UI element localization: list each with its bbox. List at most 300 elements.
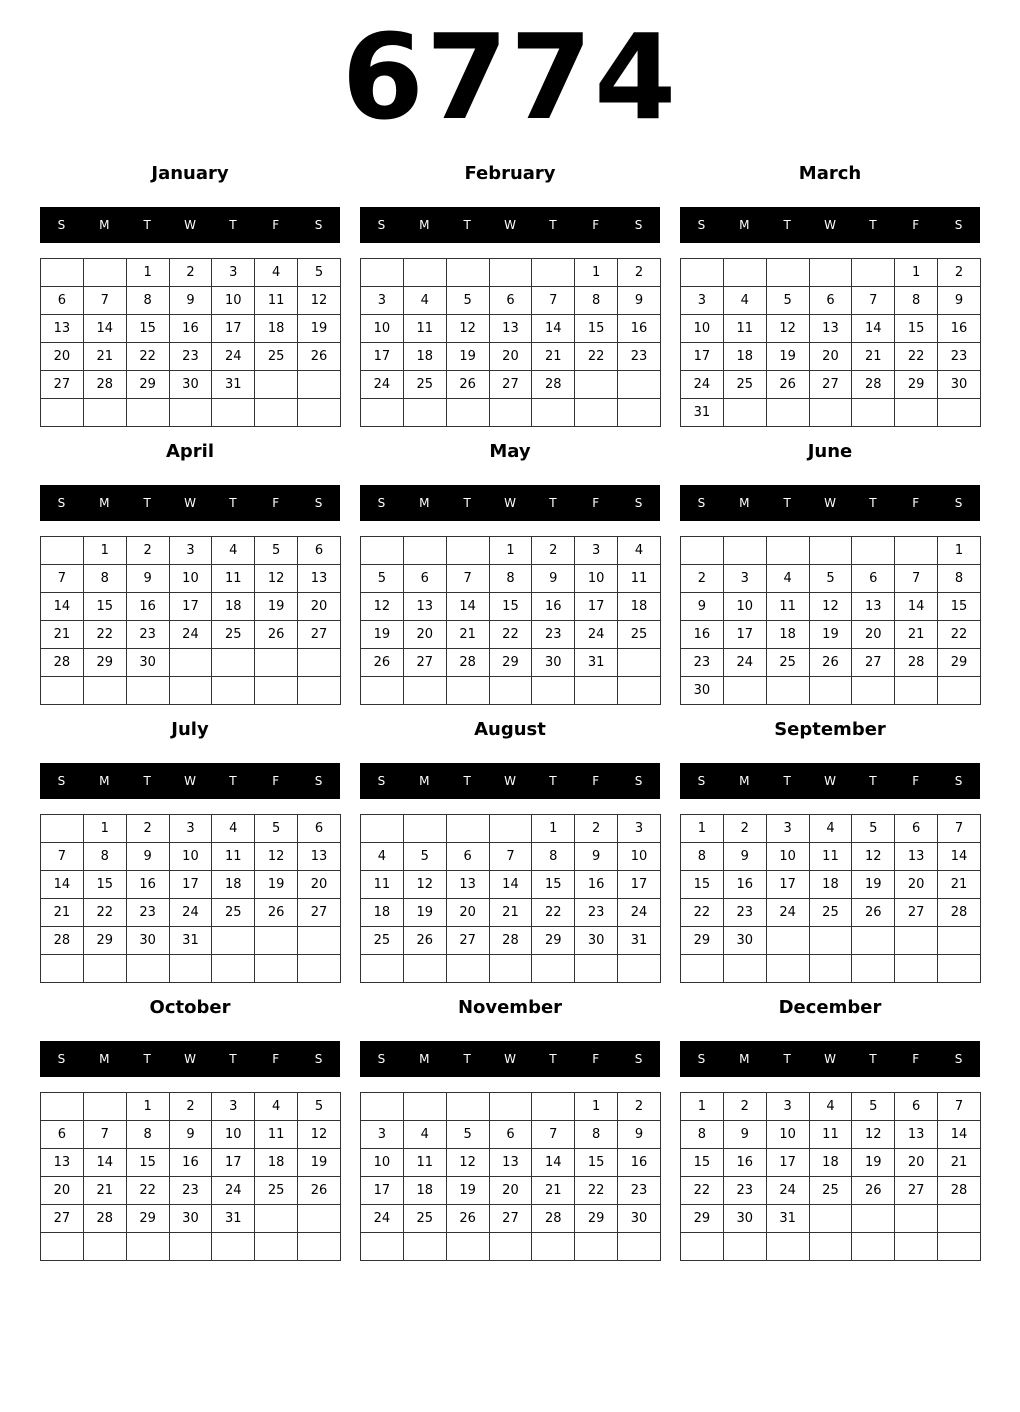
- day-cell: 5: [255, 537, 298, 565]
- day-cell: [489, 1093, 532, 1121]
- day-cell: 19: [255, 593, 298, 621]
- day-cell: 12: [403, 871, 446, 899]
- day-cell: 27: [41, 371, 84, 399]
- week-row: [41, 287, 341, 315]
- week-row: [361, 955, 661, 983]
- day-cell: [361, 1233, 404, 1261]
- day-cell: [766, 677, 809, 705]
- weekday-label: T: [783, 1052, 791, 1066]
- day-cell: 8: [83, 565, 126, 593]
- day-cell: [446, 677, 489, 705]
- day-cell: 29: [681, 1205, 724, 1233]
- week-row: [681, 287, 981, 315]
- month-title: May: [489, 441, 531, 462]
- day-cell: 21: [895, 621, 938, 649]
- day-cell: [852, 927, 895, 955]
- day-cell: [255, 1205, 298, 1233]
- day-cell: [575, 399, 618, 427]
- weekday-label: T: [463, 1052, 471, 1066]
- day-cell: 30: [575, 927, 618, 955]
- day-cell: 12: [298, 287, 341, 315]
- day-cell: 30: [126, 927, 169, 955]
- day-cell: 25: [403, 371, 446, 399]
- day-cell: [255, 399, 298, 427]
- day-cell: 22: [83, 621, 126, 649]
- day-cell: 12: [766, 315, 809, 343]
- day-cell: 3: [681, 287, 724, 315]
- weekday-label: T: [143, 774, 151, 788]
- day-cell: 7: [938, 1093, 981, 1121]
- day-cell: [212, 955, 255, 983]
- day-grid: [360, 536, 661, 705]
- day-cell: 21: [83, 1177, 126, 1205]
- day-cell: 21: [532, 1177, 575, 1205]
- day-cell: [895, 1205, 938, 1233]
- day-cell: 10: [723, 593, 766, 621]
- week-row: [361, 927, 661, 955]
- day-cell: [403, 677, 446, 705]
- week-row: [41, 1205, 341, 1233]
- day-cell: 23: [169, 343, 212, 371]
- day-cell: [255, 371, 298, 399]
- day-cell: 22: [126, 1177, 169, 1205]
- day-cell: 4: [809, 1093, 852, 1121]
- week-row: [361, 1121, 661, 1149]
- day-cell: [212, 677, 255, 705]
- day-cell: 7: [852, 287, 895, 315]
- day-cell: 20: [895, 871, 938, 899]
- day-grid: [360, 1092, 661, 1261]
- day-cell: 4: [212, 815, 255, 843]
- day-cell: 25: [766, 649, 809, 677]
- day-cell: 1: [126, 259, 169, 287]
- day-cell: 13: [489, 315, 532, 343]
- day-cell: 22: [489, 621, 532, 649]
- day-cell: 9: [618, 287, 661, 315]
- day-cell: 30: [681, 677, 724, 705]
- day-cell: 10: [361, 315, 404, 343]
- weekday-label: F: [272, 496, 280, 510]
- day-cell: [403, 259, 446, 287]
- weekday-label: W: [504, 496, 516, 510]
- day-cell: [41, 537, 84, 565]
- day-cell: 15: [126, 315, 169, 343]
- day-cell: [298, 1205, 341, 1233]
- day-cell: 14: [938, 843, 981, 871]
- day-cell: 9: [618, 1121, 661, 1149]
- day-cell: 12: [361, 593, 404, 621]
- weekday-label: S: [954, 218, 963, 232]
- day-cell: 24: [361, 1205, 404, 1233]
- month-title: April: [165, 441, 215, 462]
- day-cell: 28: [489, 927, 532, 955]
- day-cell: 15: [83, 593, 126, 621]
- day-cell: 14: [532, 1149, 575, 1177]
- day-cell: 13: [852, 593, 895, 621]
- day-cell: 14: [895, 593, 938, 621]
- week-row: [361, 815, 661, 843]
- week-row: [681, 371, 981, 399]
- day-cell: 3: [361, 287, 404, 315]
- day-cell: 2: [723, 815, 766, 843]
- day-cell: 28: [41, 927, 84, 955]
- day-cell: 11: [403, 1149, 446, 1177]
- day-cell: 22: [895, 343, 938, 371]
- day-cell: 6: [809, 287, 852, 315]
- day-cell: [723, 399, 766, 427]
- day-cell: [298, 677, 341, 705]
- day-cell: 17: [681, 343, 724, 371]
- weekday-header: [40, 763, 340, 799]
- day-cell: 12: [852, 843, 895, 871]
- week-row: [681, 537, 981, 565]
- day-cell: 21: [446, 621, 489, 649]
- week-row: [361, 677, 661, 705]
- day-cell: 1: [575, 1093, 618, 1121]
- week-row: [361, 399, 661, 427]
- weekday-header: [680, 207, 980, 243]
- day-cell: 23: [126, 621, 169, 649]
- day-cell: [618, 649, 661, 677]
- day-cell: 1: [126, 1093, 169, 1121]
- day-cell: [403, 537, 446, 565]
- day-cell: 5: [852, 1093, 895, 1121]
- day-cell: 8: [126, 1121, 169, 1149]
- day-cell: [723, 677, 766, 705]
- day-cell: 16: [618, 315, 661, 343]
- day-cell: 19: [446, 1177, 489, 1205]
- day-cell: 14: [446, 593, 489, 621]
- day-cell: 29: [83, 927, 126, 955]
- day-cell: 5: [809, 565, 852, 593]
- month-title: October: [149, 997, 231, 1018]
- day-cell: 2: [723, 1093, 766, 1121]
- week-row: [41, 371, 341, 399]
- day-cell: [489, 1233, 532, 1261]
- day-cell: 28: [895, 649, 938, 677]
- weekday-label: F: [272, 1052, 280, 1066]
- week-row: [41, 1149, 341, 1177]
- week-row: [41, 343, 341, 371]
- day-cell: 12: [255, 843, 298, 871]
- day-cell: 13: [41, 315, 84, 343]
- day-cell: 18: [723, 343, 766, 371]
- day-cell: [938, 1205, 981, 1233]
- day-cell: 20: [895, 1149, 938, 1177]
- day-cell: [681, 1233, 724, 1261]
- day-cell: [681, 259, 724, 287]
- weekday-label: T: [869, 1052, 877, 1066]
- day-cell: 5: [361, 565, 404, 593]
- day-cell: 14: [83, 315, 126, 343]
- weekday-label: S: [314, 1052, 323, 1066]
- day-cell: 10: [212, 287, 255, 315]
- week-row: [681, 621, 981, 649]
- month-title: January: [151, 163, 229, 184]
- week-row: [681, 677, 981, 705]
- day-cell: 13: [446, 871, 489, 899]
- day-cell: 8: [575, 287, 618, 315]
- day-cell: 31: [212, 1205, 255, 1233]
- day-cell: 22: [575, 343, 618, 371]
- weekday-label: S: [377, 1052, 386, 1066]
- day-cell: 2: [575, 815, 618, 843]
- day-grid: [680, 1092, 981, 1261]
- day-cell: [766, 955, 809, 983]
- week-row: [361, 343, 661, 371]
- day-cell: 14: [83, 1149, 126, 1177]
- day-cell: 28: [938, 899, 981, 927]
- weekday-label: T: [463, 496, 471, 510]
- weekday-label: F: [912, 218, 920, 232]
- day-cell: [766, 259, 809, 287]
- day-cell: 5: [766, 287, 809, 315]
- day-cell: 11: [255, 287, 298, 315]
- day-cell: 16: [681, 621, 724, 649]
- day-cell: 19: [852, 871, 895, 899]
- week-row: [681, 815, 981, 843]
- day-cell: 26: [403, 927, 446, 955]
- day-cell: 6: [41, 1121, 84, 1149]
- day-cell: 11: [766, 593, 809, 621]
- day-cell: 23: [938, 343, 981, 371]
- week-row: [41, 259, 341, 287]
- day-cell: 29: [126, 1205, 169, 1233]
- week-row: [41, 537, 341, 565]
- day-cell: 22: [938, 621, 981, 649]
- day-cell: [766, 927, 809, 955]
- day-cell: 5: [298, 259, 341, 287]
- day-cell: 5: [852, 815, 895, 843]
- weekday-label: F: [272, 218, 280, 232]
- month-title: July: [171, 719, 209, 740]
- day-cell: 8: [83, 843, 126, 871]
- day-cell: 18: [403, 343, 446, 371]
- day-cell: 11: [809, 1121, 852, 1149]
- day-cell: 21: [83, 343, 126, 371]
- day-cell: 26: [298, 1177, 341, 1205]
- weekday-header: [680, 763, 980, 799]
- weekday-label: T: [869, 218, 877, 232]
- day-cell: 27: [298, 899, 341, 927]
- day-cell: 30: [618, 1205, 661, 1233]
- day-cell: [766, 399, 809, 427]
- day-cell: 27: [809, 371, 852, 399]
- weekday-label: W: [504, 774, 516, 788]
- day-cell: 1: [895, 259, 938, 287]
- day-cell: 3: [169, 815, 212, 843]
- weekday-label: S: [697, 218, 706, 232]
- day-cell: 27: [895, 1177, 938, 1205]
- week-row: [681, 343, 981, 371]
- day-cell: 26: [361, 649, 404, 677]
- day-cell: [938, 927, 981, 955]
- weekday-label: S: [377, 774, 386, 788]
- weekday-label: F: [592, 1052, 600, 1066]
- day-cell: [938, 677, 981, 705]
- day-cell: 29: [575, 1205, 618, 1233]
- week-row: [361, 649, 661, 677]
- day-cell: 16: [575, 871, 618, 899]
- weekday-label: S: [634, 496, 643, 510]
- day-cell: 26: [809, 649, 852, 677]
- day-cell: [895, 955, 938, 983]
- day-cell: [938, 955, 981, 983]
- day-cell: 14: [41, 871, 84, 899]
- day-cell: 19: [809, 621, 852, 649]
- weekday-header: [40, 207, 340, 243]
- weekday-label: T: [143, 218, 151, 232]
- day-cell: 26: [255, 621, 298, 649]
- day-cell: 18: [212, 871, 255, 899]
- day-cell: 24: [618, 899, 661, 927]
- day-cell: 26: [255, 899, 298, 927]
- day-cell: 17: [212, 315, 255, 343]
- weekday-label: M: [99, 1052, 110, 1066]
- day-cell: 10: [681, 315, 724, 343]
- day-cell: 4: [212, 537, 255, 565]
- weekday-label: S: [697, 1052, 706, 1066]
- day-cell: 4: [403, 287, 446, 315]
- day-cell: 9: [169, 287, 212, 315]
- weekday-label: S: [634, 218, 643, 232]
- day-cell: 10: [169, 843, 212, 871]
- day-cell: 18: [403, 1177, 446, 1205]
- day-cell: 20: [403, 621, 446, 649]
- day-cell: 25: [212, 899, 255, 927]
- week-row: [361, 1177, 661, 1205]
- day-cell: 21: [938, 1149, 981, 1177]
- day-grid: [40, 536, 341, 705]
- day-cell: 4: [361, 843, 404, 871]
- day-cell: 19: [298, 1149, 341, 1177]
- day-cell: 29: [532, 927, 575, 955]
- day-cell: [298, 399, 341, 427]
- day-cell: 8: [681, 1121, 724, 1149]
- day-cell: 18: [212, 593, 255, 621]
- week-row: [41, 621, 341, 649]
- month-title: June: [807, 441, 853, 462]
- day-cell: 30: [532, 649, 575, 677]
- day-cell: 27: [41, 1205, 84, 1233]
- day-cell: 31: [618, 927, 661, 955]
- day-cell: 25: [255, 1177, 298, 1205]
- week-row: [361, 565, 661, 593]
- day-cell: 19: [298, 315, 341, 343]
- day-cell: 6: [41, 287, 84, 315]
- weekday-label: F: [912, 774, 920, 788]
- day-cell: [212, 927, 255, 955]
- day-cell: 20: [446, 899, 489, 927]
- day-cell: [895, 1233, 938, 1261]
- day-cell: [83, 259, 126, 287]
- day-cell: [575, 955, 618, 983]
- day-cell: 27: [489, 371, 532, 399]
- week-row: [361, 621, 661, 649]
- day-cell: 15: [489, 593, 532, 621]
- day-cell: 11: [723, 315, 766, 343]
- week-row: [361, 843, 661, 871]
- day-cell: [83, 1093, 126, 1121]
- week-row: [41, 593, 341, 621]
- day-cell: [618, 677, 661, 705]
- week-row: [681, 1149, 981, 1177]
- day-cell: [681, 537, 724, 565]
- day-cell: 8: [126, 287, 169, 315]
- day-cell: 30: [169, 1205, 212, 1233]
- day-cell: [361, 537, 404, 565]
- weekday-label: W: [824, 218, 836, 232]
- day-cell: 5: [446, 287, 489, 315]
- weekday-header: [360, 207, 660, 243]
- day-cell: [532, 399, 575, 427]
- day-cell: 19: [446, 343, 489, 371]
- day-cell: 9: [723, 1121, 766, 1149]
- weekday-label: T: [229, 1052, 237, 1066]
- day-cell: 30: [126, 649, 169, 677]
- day-cell: 31: [766, 1205, 809, 1233]
- day-cell: [809, 677, 852, 705]
- day-cell: 26: [446, 371, 489, 399]
- day-cell: 11: [361, 871, 404, 899]
- day-cell: 16: [618, 1149, 661, 1177]
- day-cell: 2: [169, 1093, 212, 1121]
- day-cell: 6: [446, 843, 489, 871]
- day-cell: 28: [532, 371, 575, 399]
- day-cell: 4: [809, 815, 852, 843]
- week-row: [41, 315, 341, 343]
- day-cell: 22: [126, 343, 169, 371]
- day-cell: 3: [361, 1121, 404, 1149]
- weekday-label: M: [99, 218, 110, 232]
- month-title: August: [474, 719, 546, 740]
- day-cell: 10: [618, 843, 661, 871]
- day-cell: 9: [575, 843, 618, 871]
- day-cell: 4: [618, 537, 661, 565]
- week-row: [41, 1177, 341, 1205]
- day-cell: [41, 815, 84, 843]
- weekday-label: S: [57, 218, 66, 232]
- week-row: [41, 1093, 341, 1121]
- month-title: December: [778, 997, 882, 1018]
- day-cell: [489, 399, 532, 427]
- week-row: [681, 899, 981, 927]
- day-cell: [489, 259, 532, 287]
- day-cell: 17: [766, 1149, 809, 1177]
- day-cell: 10: [766, 1121, 809, 1149]
- day-cell: [575, 371, 618, 399]
- day-cell: [298, 927, 341, 955]
- weekday-label: S: [954, 496, 963, 510]
- day-cell: 13: [298, 565, 341, 593]
- day-cell: 20: [41, 1177, 84, 1205]
- day-cell: 8: [681, 843, 724, 871]
- day-cell: 14: [938, 1121, 981, 1149]
- day-cell: [403, 1093, 446, 1121]
- week-row: [41, 1121, 341, 1149]
- day-cell: 7: [41, 843, 84, 871]
- weekday-label: S: [57, 496, 66, 510]
- weekday-label: T: [549, 496, 557, 510]
- day-cell: 3: [575, 537, 618, 565]
- weekday-header: [360, 485, 660, 521]
- day-cell: 12: [852, 1121, 895, 1149]
- day-cell: 18: [618, 593, 661, 621]
- day-cell: 25: [403, 1205, 446, 1233]
- week-row: [361, 371, 661, 399]
- week-row: [361, 1233, 661, 1261]
- day-cell: 24: [766, 1177, 809, 1205]
